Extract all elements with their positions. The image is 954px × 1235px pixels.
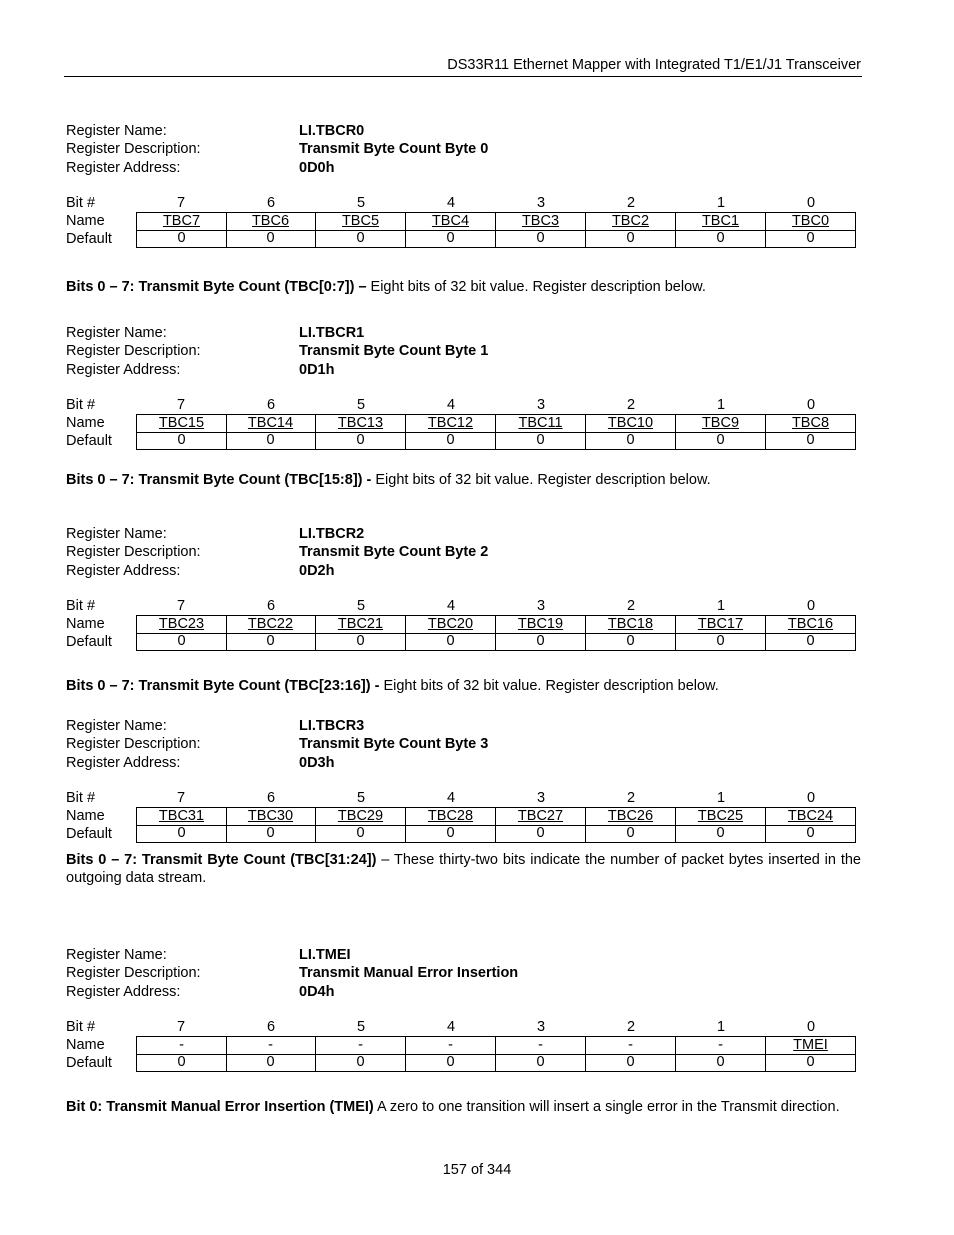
bit-number: 5	[356, 597, 366, 614]
field-name: TBC14	[247, 414, 294, 431]
field-name-cell	[136, 615, 227, 634]
field-name: TBC4	[431, 212, 470, 229]
bit-number: 7	[176, 396, 186, 413]
bit-number: 1	[716, 194, 726, 211]
field-name-row	[66, 1036, 861, 1054]
field-name: -	[448, 1036, 453, 1053]
field-name-row	[66, 414, 861, 432]
field-name: -	[358, 1036, 363, 1053]
register-meta-row	[66, 342, 861, 360]
bit-number: 7	[176, 597, 186, 614]
bit-row-label: Bit #	[66, 789, 96, 806]
field-name: TBC6	[251, 212, 290, 229]
bit-number: 3	[536, 789, 546, 806]
default-value-cell: 0	[676, 230, 766, 248]
default-value-cell: 0	[136, 825, 227, 843]
field-name-cell	[676, 414, 766, 433]
bit-number: 6	[266, 789, 276, 806]
register-meta-value: Transmit Byte Count Byte 0	[299, 141, 489, 158]
default-row-label: Default	[66, 432, 112, 449]
register-meta-label: Register Name:	[66, 718, 167, 734]
description-heading: Bits 0 – 7: Transmit Byte Count (TBC[0:7]) –	[66, 279, 367, 295]
field-name: TBC30	[247, 807, 294, 824]
field-name: TBC11	[518, 414, 563, 431]
description-text: A zero to one transition will insert a single error in the Transmit direction.	[373, 1099, 840, 1115]
field-name-cell	[406, 1036, 496, 1055]
bit-number: 1	[716, 789, 726, 806]
register-meta-value: LI.TBCR1	[299, 325, 365, 341]
field-name-cell	[226, 212, 316, 231]
field-name: TBC8	[791, 414, 830, 431]
field-name-cell	[136, 807, 227, 826]
field-name: TBC15	[158, 414, 205, 431]
bit-number: 3	[536, 1018, 546, 1035]
field-name-cell	[496, 1036, 586, 1055]
register-meta-row	[66, 983, 861, 1001]
field-name-cell	[676, 1036, 766, 1055]
default-value-row	[66, 1054, 861, 1072]
bit-number: 7	[176, 1018, 186, 1035]
bit-row-label: Bit #	[66, 1018, 96, 1035]
register-meta-label: Register Address:	[66, 983, 181, 1000]
register-bit-description	[66, 677, 861, 695]
bit-number: 2	[626, 396, 636, 413]
default-value-cell: 0	[496, 825, 586, 843]
default-value-cell: 0	[136, 633, 227, 651]
field-name: TBC31	[158, 807, 205, 824]
field-name: TBC19	[517, 615, 564, 632]
bit-number: 0	[806, 1018, 816, 1035]
bit-number: 1	[716, 396, 726, 413]
field-name-cell	[766, 807, 856, 826]
bit-number: 5	[356, 789, 366, 806]
register-meta-label: Register Name:	[66, 325, 167, 341]
default-value-row	[66, 633, 861, 651]
bit-number: 4	[446, 1018, 456, 1035]
register-meta-value: 0D3h	[299, 754, 335, 771]
field-name: TBC0	[791, 212, 830, 229]
field-name: TBC5	[341, 212, 380, 229]
field-name-cell	[586, 1036, 676, 1055]
bit-number-row	[66, 789, 861, 807]
field-name-cell	[586, 414, 676, 433]
bit-number-row	[66, 597, 861, 615]
field-name-cell	[766, 212, 856, 231]
field-name-cell	[226, 414, 316, 433]
register-meta-value: 0D1h	[299, 361, 335, 378]
register-meta-row	[66, 324, 861, 342]
default-value-cell: 0	[406, 633, 496, 651]
bit-number: 2	[626, 1018, 636, 1035]
description-text: Eight bits of 32 bit value. Register description below.	[366, 279, 706, 295]
bit-number: 5	[356, 396, 366, 413]
register-meta-label: Register Address:	[66, 159, 181, 176]
field-name: TBC10	[607, 414, 654, 431]
register-meta-value: LI.TBCR3	[299, 718, 365, 734]
bit-row-label: Bit #	[66, 194, 96, 211]
default-value-cell: 0	[766, 432, 856, 450]
register-meta-row	[66, 946, 861, 964]
field-name-cell	[406, 615, 496, 634]
name-row-label: Name	[66, 615, 105, 632]
field-name-cell	[406, 807, 496, 826]
field-name-cell	[586, 807, 676, 826]
field-name-cell	[766, 615, 856, 634]
default-row-label: Default	[66, 825, 112, 842]
field-name: TBC2	[611, 212, 650, 229]
name-row-label: Name	[66, 807, 105, 824]
description-heading: Bits 0 – 7: Transmit Byte Count (TBC[23:16]) -	[66, 678, 380, 694]
field-name: TBC29	[337, 807, 384, 824]
default-value-cell: 0	[676, 432, 766, 450]
bit-number: 6	[266, 1018, 276, 1035]
bit-number: 2	[626, 789, 636, 806]
field-name-cell	[766, 414, 856, 433]
bit-number: 6	[266, 597, 276, 614]
default-value-cell: 0	[586, 1054, 676, 1072]
default-value-row	[66, 825, 861, 843]
field-name: TBC17	[697, 615, 744, 632]
default-value-cell: 0	[316, 230, 406, 248]
bit-row-label: Bit #	[66, 396, 96, 413]
bit-number: 6	[266, 194, 276, 211]
register-bit-description	[66, 471, 861, 489]
field-name-cell	[136, 414, 227, 433]
field-name-cell	[766, 1036, 856, 1055]
field-name: TBC12	[427, 414, 474, 431]
register-meta-label: Register Description:	[66, 141, 201, 158]
bit-number: 5	[356, 194, 366, 211]
field-name-cell	[586, 212, 676, 231]
default-value-cell: 0	[586, 230, 676, 248]
register-meta-row	[66, 543, 861, 561]
register-bit-description	[66, 851, 861, 887]
bit-number: 3	[536, 396, 546, 413]
field-name: -	[538, 1036, 543, 1053]
default-value-cell: 0	[496, 1054, 586, 1072]
bit-number: 0	[806, 396, 816, 413]
register-meta-row	[66, 717, 861, 735]
field-name: TBC21	[337, 615, 384, 632]
register-meta-row	[66, 754, 861, 772]
register-meta-row	[66, 562, 861, 580]
page-header-title: DS33R11 Ethernet Mapper with Integrated T1/E1/J1 Transceiver	[447, 57, 861, 73]
default-value-cell: 0	[406, 230, 496, 248]
field-name-cell	[676, 212, 766, 231]
field-name: TBC16	[787, 615, 834, 632]
field-name: TBC1	[701, 212, 740, 229]
field-name: TBC9	[701, 414, 740, 431]
register-meta-value: LI.TBCR2	[299, 526, 365, 542]
name-row-label: Name	[66, 1036, 105, 1053]
default-value-cell: 0	[316, 633, 406, 651]
register-meta-label: Register Address:	[66, 361, 181, 378]
register-meta-label: Register Name:	[66, 947, 167, 963]
bit-number: 2	[626, 597, 636, 614]
default-value-cell: 0	[766, 825, 856, 843]
register-meta-value: LI.TBCR0	[299, 123, 365, 139]
bit-number-row	[66, 194, 861, 212]
field-name-cell	[676, 807, 766, 826]
field-name-cell	[316, 615, 406, 634]
default-value-cell: 0	[136, 1054, 227, 1072]
field-name: TBC25	[697, 807, 744, 824]
field-name: TBC18	[607, 615, 654, 632]
register-meta-label: Register Description:	[66, 544, 201, 561]
description-text: – These thirty-two bits indicate the number of packet bytes inserted in the outgoing data stream.	[66, 852, 861, 886]
register-block	[66, 946, 861, 1072]
page-number: 157 of 344	[442, 1162, 512, 1178]
register-meta-value: Transmit Byte Count Byte 2	[299, 544, 489, 561]
bit-number: 4	[446, 597, 456, 614]
default-value-cell: 0	[676, 633, 766, 651]
bit-row-label: Bit #	[66, 597, 96, 614]
field-name-row	[66, 212, 861, 230]
field-name-cell	[406, 212, 496, 231]
register-bit-description	[66, 1098, 861, 1116]
default-value-cell: 0	[226, 825, 316, 843]
default-value-cell: 0	[766, 633, 856, 651]
register-meta-label: Register Description:	[66, 736, 201, 753]
bit-number: 4	[446, 396, 456, 413]
bit-number: 5	[356, 1018, 366, 1035]
default-value-cell: 0	[316, 825, 406, 843]
default-value-cell: 0	[766, 230, 856, 248]
field-name-cell	[496, 414, 586, 433]
register-meta-label: Register Address:	[66, 562, 181, 579]
register-meta-value: LI.TMEI	[299, 947, 351, 963]
register-meta-label: Register Name:	[66, 123, 167, 139]
description-heading: Bits 0 – 7: Transmit Byte Count (TBC[31:24])	[66, 852, 377, 868]
register-meta-row	[66, 140, 861, 158]
register-meta-label: Register Description:	[66, 965, 201, 982]
bit-number: 7	[176, 194, 186, 211]
register-meta-row	[66, 361, 861, 379]
register-meta-row	[66, 735, 861, 753]
field-name: -	[179, 1036, 184, 1053]
register-block	[66, 122, 861, 248]
field-name: -	[718, 1036, 723, 1053]
default-value-cell: 0	[316, 432, 406, 450]
bit-number: 7	[176, 789, 186, 806]
register-meta-value: Transmit Byte Count Byte 1	[299, 343, 489, 360]
field-name-cell	[496, 615, 586, 634]
default-value-row	[66, 432, 861, 450]
bit-number: 2	[626, 194, 636, 211]
field-name: -	[268, 1036, 273, 1053]
bit-number: 1	[716, 1018, 726, 1035]
default-value-cell: 0	[406, 825, 496, 843]
bit-number: 1	[716, 597, 726, 614]
default-value-cell: 0	[586, 432, 676, 450]
default-value-cell: 0	[226, 1054, 316, 1072]
bit-number-row	[66, 396, 861, 414]
field-name-cell	[496, 212, 586, 231]
field-name-cell	[226, 615, 316, 634]
field-name-row	[66, 615, 861, 633]
bit-number: 3	[536, 194, 546, 211]
default-value-cell: 0	[766, 1054, 856, 1072]
field-name: TBC3	[521, 212, 560, 229]
register-meta-row	[66, 964, 861, 982]
description-heading: Bit 0: Transmit Manual Error Insertion (TMEI)	[66, 1099, 374, 1115]
register-meta-label: Register Name:	[66, 526, 167, 542]
description-heading: Bits 0 – 7: Transmit Byte Count (TBC[15:8]) -	[66, 472, 372, 488]
field-name-cell	[226, 1036, 316, 1055]
bit-number: 4	[446, 789, 456, 806]
field-name: TBC20	[427, 615, 474, 632]
default-row-label: Default	[66, 1054, 112, 1071]
field-name-cell	[316, 807, 406, 826]
field-name: TBC7	[162, 212, 201, 229]
bit-number: 0	[806, 194, 816, 211]
field-name: TBC23	[158, 615, 205, 632]
bit-number-row	[66, 1018, 861, 1036]
register-bit-description	[66, 278, 861, 296]
register-meta-label: Register Address:	[66, 754, 181, 771]
default-value-cell: 0	[586, 633, 676, 651]
field-name-cell	[316, 1036, 406, 1055]
default-value-cell: 0	[316, 1054, 406, 1072]
field-name-cell	[226, 807, 316, 826]
field-name-cell	[316, 212, 406, 231]
register-meta-value: 0D0h	[299, 159, 335, 176]
default-value-cell: 0	[136, 432, 227, 450]
register-meta-value: Transmit Manual Error Insertion	[299, 965, 519, 982]
default-value-cell: 0	[496, 230, 586, 248]
default-value-cell: 0	[226, 633, 316, 651]
register-meta-row	[66, 122, 861, 140]
register-block	[66, 525, 861, 651]
default-value-cell: 0	[406, 432, 496, 450]
bit-number: 0	[806, 789, 816, 806]
register-meta-value: 0D2h	[299, 562, 335, 579]
field-name-cell	[586, 615, 676, 634]
field-name: TBC13	[337, 414, 384, 431]
register-block	[66, 717, 861, 843]
default-value-cell: 0	[136, 230, 227, 248]
field-name: TBC28	[427, 807, 474, 824]
default-row-label: Default	[66, 230, 112, 247]
register-meta-value: 0D4h	[299, 983, 335, 1000]
field-name-cell	[136, 1036, 227, 1055]
field-name: TBC27	[517, 807, 564, 824]
field-name-cell	[676, 615, 766, 634]
register-meta-label: Register Description:	[66, 343, 201, 360]
field-name: TBC26	[607, 807, 654, 824]
default-value-cell: 0	[676, 825, 766, 843]
field-name: -	[628, 1036, 633, 1053]
register-meta-row	[66, 525, 861, 543]
field-name: TBC22	[247, 615, 294, 632]
register-meta-row	[66, 159, 861, 177]
default-value-cell: 0	[496, 633, 586, 651]
bit-number: 0	[806, 597, 816, 614]
name-row-label: Name	[66, 414, 105, 431]
default-value-cell: 0	[226, 230, 316, 248]
default-value-cell: 0	[496, 432, 586, 450]
default-value-row	[66, 230, 861, 248]
field-name-cell	[316, 414, 406, 433]
field-name-cell	[496, 807, 586, 826]
name-row-label: Name	[66, 212, 105, 229]
default-row-label: Default	[66, 633, 112, 650]
default-value-cell: 0	[676, 1054, 766, 1072]
description-text: Eight bits of 32 bit value. Register description below.	[371, 472, 711, 488]
bit-number: 4	[446, 194, 456, 211]
description-text: Eight bits of 32 bit value. Register description below.	[379, 678, 719, 694]
default-value-cell: 0	[406, 1054, 496, 1072]
field-name: TMEI	[793, 1036, 828, 1053]
default-value-cell: 0	[586, 825, 676, 843]
bit-number: 6	[266, 396, 276, 413]
field-name-row	[66, 807, 861, 825]
field-name-cell	[406, 414, 496, 433]
header-rule	[64, 76, 862, 77]
bit-number: 3	[536, 597, 546, 614]
field-name: TBC24	[787, 807, 834, 824]
register-meta-value: Transmit Byte Count Byte 3	[299, 736, 489, 753]
default-value-cell: 0	[226, 432, 316, 450]
register-block	[66, 324, 861, 450]
field-name-cell	[136, 212, 227, 231]
